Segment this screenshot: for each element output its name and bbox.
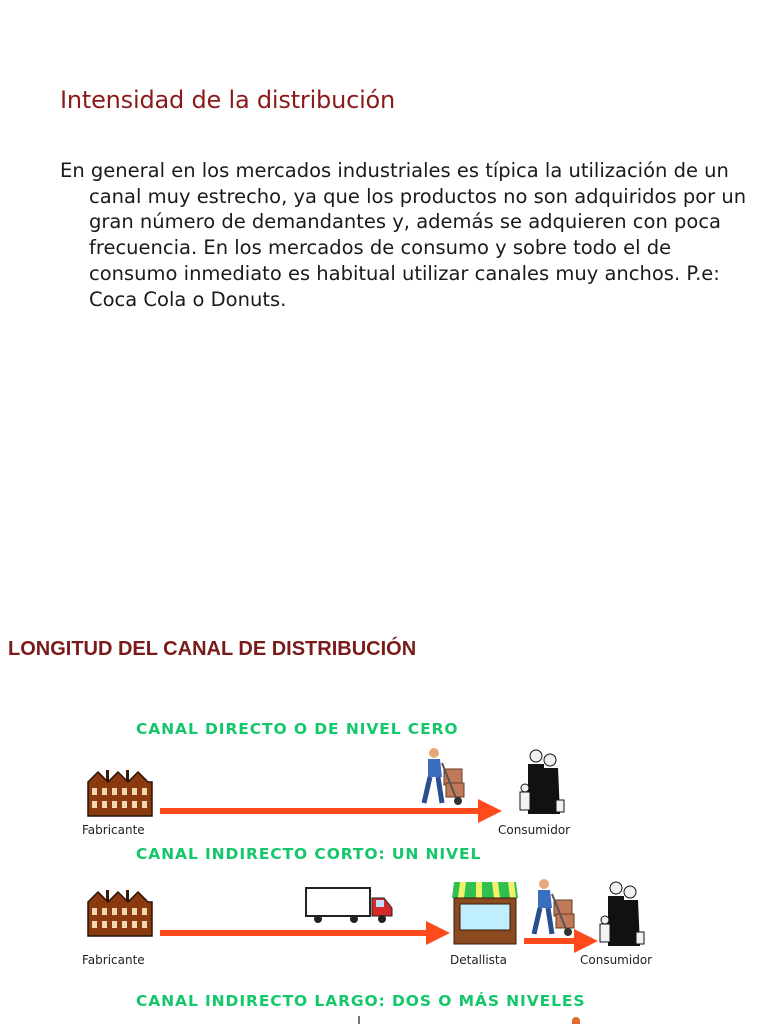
hand-truck-worker-icon bbox=[414, 745, 474, 807]
node-consumidor: Consumidor bbox=[498, 823, 571, 837]
node-detallista: Detallista bbox=[450, 953, 507, 967]
truck-icon bbox=[304, 886, 394, 926]
factory-icon bbox=[86, 768, 156, 820]
channel-short-title: CANAL INDIRECTO CORTO: UN NIVEL bbox=[136, 845, 482, 863]
node-fabricante: Fabricante bbox=[82, 823, 145, 837]
node-fabricante: Fabricante bbox=[82, 953, 145, 967]
channel-long-title: CANAL INDIRECTO LARGO: DOS O MÁS NIVELES bbox=[136, 992, 586, 1010]
slide-body-paragraph: En general en los mercados industriales es típica la utilización de un canal muy estrecho, ya que los productos no son adquiridos por un gran número de demandantes y, además se adquieren con poca frecuencia. En los mercados de consumo y sobre todo el de consumo inmediato es habitual utilizar canales muy anchos. P.e: Coca Cola o Donuts. bbox=[60, 159, 747, 311]
channel-direct-title: CANAL DIRECTO O DE NIVEL CERO bbox=[136, 720, 459, 738]
store-icon bbox=[450, 880, 520, 946]
slide-title: Intensidad de la distribución bbox=[60, 86, 396, 114]
family-icon bbox=[518, 748, 566, 818]
cropped-line bbox=[358, 1016, 360, 1024]
diagram-title: LONGITUD DEL CANAL DE DISTRIBUCIÓN bbox=[8, 638, 417, 660]
factory-icon bbox=[86, 888, 156, 940]
hand-truck-worker-icon bbox=[524, 876, 584, 938]
node-consumidor: Consumidor bbox=[580, 953, 653, 967]
cropped-figure-head bbox=[572, 1017, 580, 1024]
family-icon bbox=[598, 880, 646, 950]
